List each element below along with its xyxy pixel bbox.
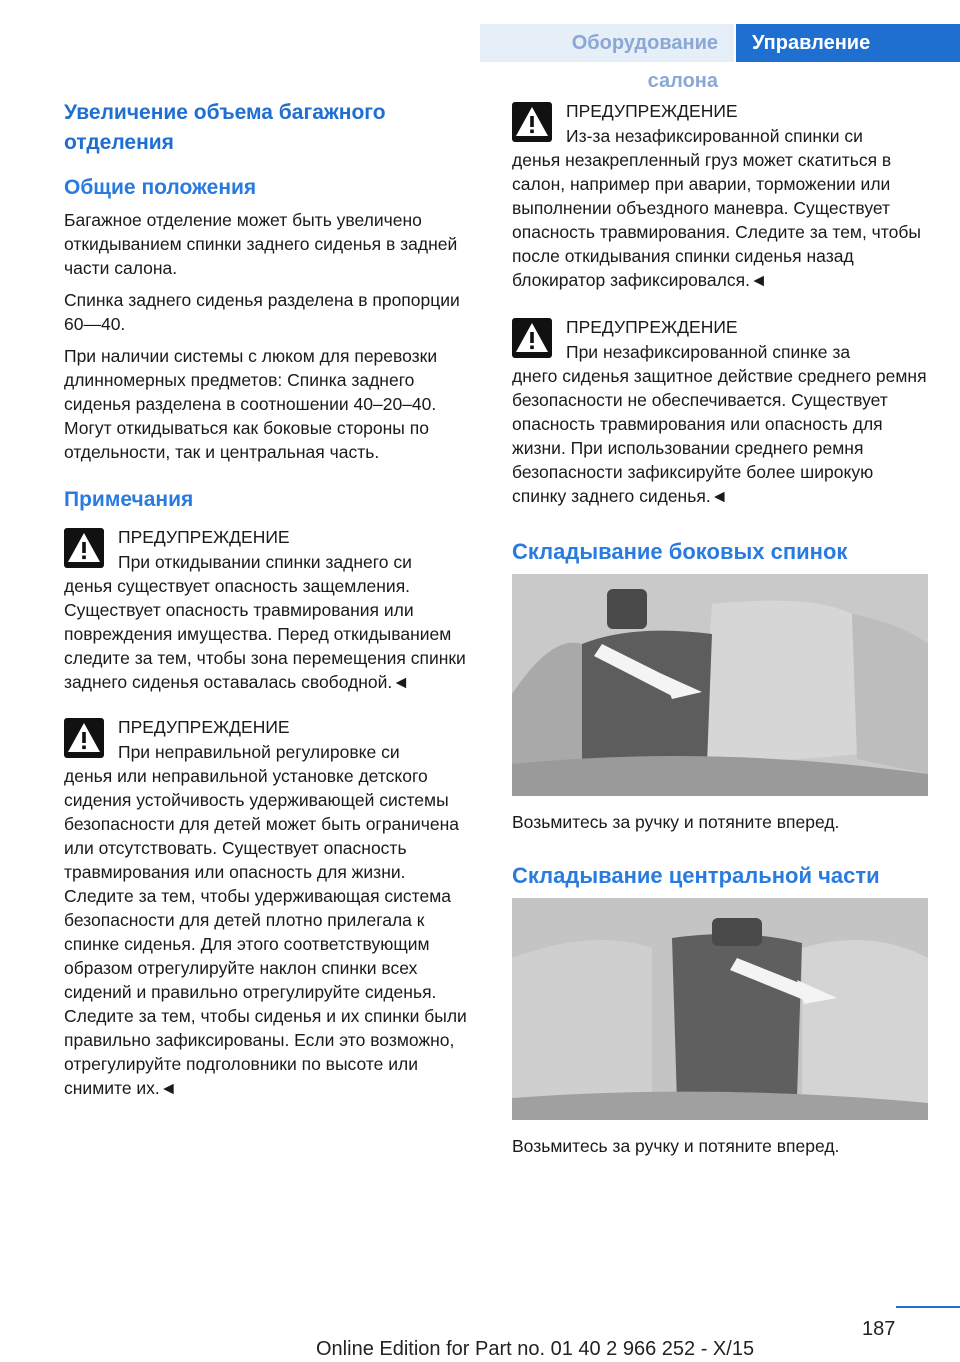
warning-label: ПРЕДУПРЕЖДЕНИЕ	[118, 527, 290, 547]
edition-footer: Online Edition for Part no. 01 40 2 966 252 - X/15	[316, 1338, 755, 1360]
warning-label: ПРЕДУПРЕЖДЕНИЕ	[566, 101, 738, 121]
footer-rule	[896, 1306, 960, 1308]
warning-block	[512, 314, 928, 508]
warning-lead: Из-за незафиксированной спинки си	[566, 126, 863, 146]
warning-text: денья или неправильной установке детского сидения устойчивость удерживающей системы безопасности для детей может быть ограничена или отсутствовать. Существует опасность травмирования или опасность для жизни. Следите за тем, чтобы удерживающая система безопасности для детей плотно прилегала к спинке сиденья. Для этого соответствующим образом отрегулируйте наклон спинки всех сидений и правильно отрегулируйте сиденья. Следите за тем, чтобы сиденья и их спинки были правильно зафиксированы. Если это возможно, отрегулируйте подголовники по высоте или снимите их.◄	[64, 766, 467, 1098]
warning-block	[64, 714, 480, 1100]
side-backrest-caption: Возьмитесь за ручку и потяните вперед.	[512, 812, 840, 832]
warning-text: днего сиденья защитное действие среднего ремня безопасности не обеспечивается. Существует опасность травмирования или опасность для жизни. При использовании среднего ремня безопасности зафиксируйте более широкую спинку заднего сиденья.◄	[512, 366, 927, 506]
warning-triangle-icon	[64, 718, 104, 758]
general-heading: Общие положения	[64, 176, 257, 199]
warning-label: ПРЕДУПРЕЖДЕНИЕ	[118, 717, 290, 737]
warning-label: ПРЕДУПРЕЖДЕНИЕ	[566, 317, 738, 337]
page-number: 187	[862, 1318, 896, 1340]
center-section-heading: Складывание центральной части	[512, 863, 880, 888]
warning-text: денья незакрепленный груз может скатиться в салон, например при аварии, торможении или выполнении объездного маневра. Существует опасность травмирования. Следите за тем, чтобы после откидывания спинки сиденья назад блокиратор зафиксировался.◄	[512, 150, 921, 290]
chapter-tab[interactable]: Управление	[736, 24, 960, 62]
page-header	[0, 0, 960, 92]
warning-block	[64, 524, 480, 694]
center-section-photo	[512, 898, 928, 1120]
warning-text: денья существует опасность защемления. Существует опасность травмирования или повреждения имущества. Перед откидыванием следите за тем, чтобы зона перемещения спинки заднего сиденья оставалась свободной.◄	[64, 576, 466, 692]
right-column	[512, 98, 928, 1186]
warning-triangle-icon	[64, 528, 104, 568]
general-paragraph-1: Багажное отделение может быть увеличено откидыванием спинки заднего сиденья в задней части салона.	[64, 210, 458, 278]
center-section-caption: Возьмитесь за ручку и потяните вперед.	[512, 1136, 840, 1156]
warning-lead: При незафиксированной спинке за	[566, 342, 851, 362]
notes-heading: Примечания	[64, 488, 194, 511]
general-paragraph-2: Спинка заднего сиденья разделена в пропорции 60—40.	[64, 290, 460, 334]
side-backrest-heading: Складывание боковых спинок	[512, 539, 848, 564]
warning-triangle-icon	[512, 318, 552, 358]
left-column	[64, 98, 480, 1112]
section-breadcrumb[interactable]: Оборудование салона	[480, 24, 734, 62]
warning-lead: При неправильной регулировке си	[118, 742, 400, 762]
general-paragraph-3: При наличии системы с люком для перевозки длинномерных предметов: Спинка заднего сиденья разделена в соотношении 40–20–40. Могут откидываться как боковые стороны по отдельности, так и центральная часть.	[64, 346, 438, 462]
warning-lead: При откидывании спинки заднего си	[118, 552, 412, 572]
side-backrest-photo	[512, 574, 928, 796]
warning-triangle-icon	[512, 102, 552, 142]
warning-block	[512, 98, 928, 292]
section-title: Увеличение объема багажного отделения	[64, 101, 386, 154]
